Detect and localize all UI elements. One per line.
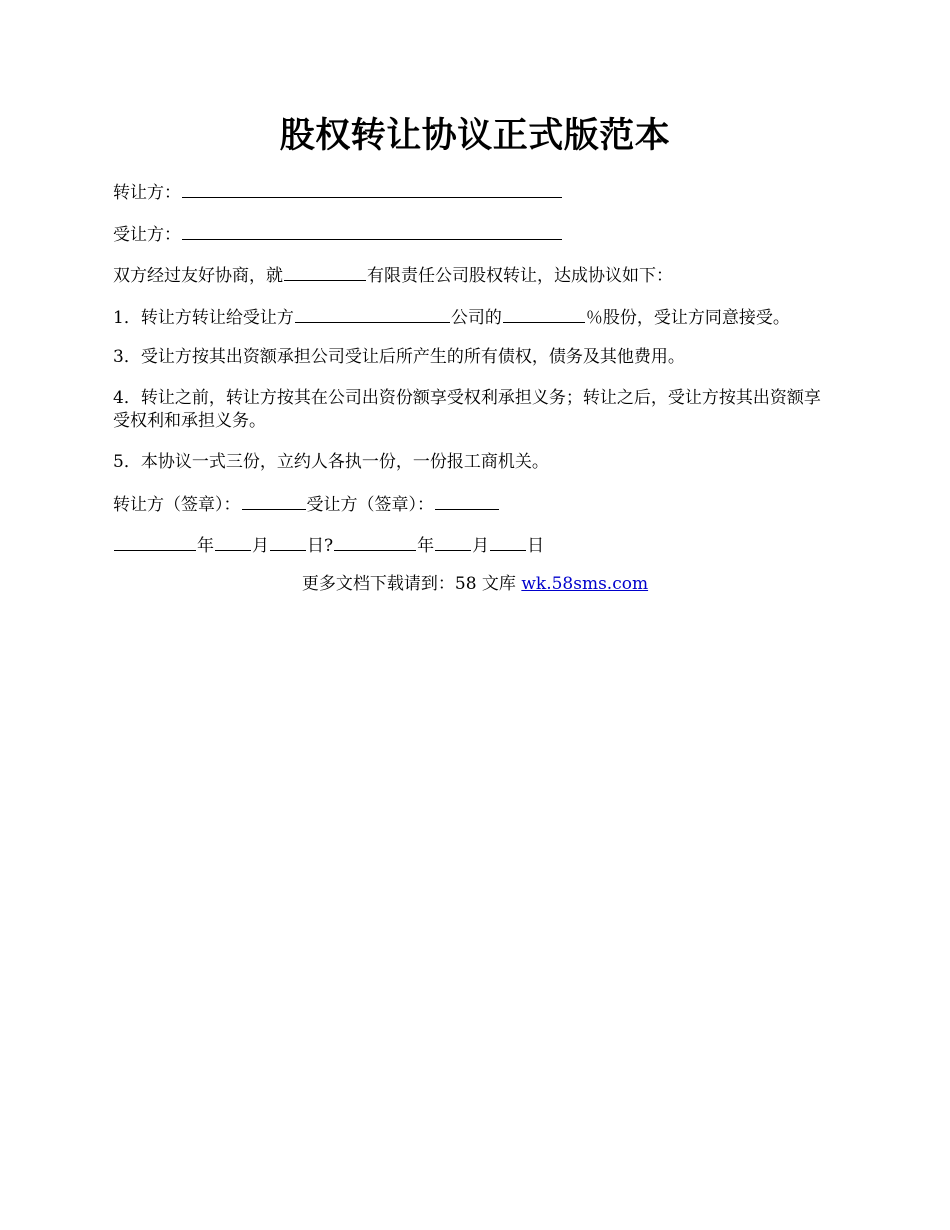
footer-link[interactable]: wk.58sms.com [521, 574, 649, 594]
clause-5: 5．本协议一式三份，立约人各执一份，一份报工商机关。 [113, 452, 549, 472]
footer-text: 更多文档下载请到：58 文库 [301, 574, 522, 594]
intro-text-after: 有限责任公司股权转让，达成协议如下： [367, 266, 673, 286]
clause-1-text-b: 公司的 [450, 308, 502, 328]
transferee-line [113, 222, 838, 247]
month-label-1: 月 [252, 536, 269, 556]
clause-3: 3．受让方按其出资额承担公司受让后所产生的所有债权，债务及其他费用。 [113, 347, 685, 367]
transferor-blank [182, 180, 562, 198]
day-label-1: 日? [307, 536, 334, 556]
day-label-2: 日 [527, 536, 545, 556]
share-percent-blank [503, 305, 585, 323]
clause-4: 4．转让之前，转让方按其在公司出资份额享受权利承担义务；转让之后，受让方按其出资额享受权利和承担义务。 [113, 388, 821, 431]
day-blank-1 [270, 533, 306, 551]
year-blank-2 [334, 533, 416, 551]
transferee-label: 受让方： [113, 225, 181, 245]
clause-1 [113, 305, 838, 330]
year-blank-1 [114, 533, 196, 551]
document-title: 股权转让协议正式版范本 [279, 115, 671, 156]
transferee-signature-blank [435, 492, 499, 510]
month-blank-1 [215, 533, 251, 551]
transferee-signature-label: 受让方（签章）： [306, 495, 434, 515]
transferor-signature-label: 转让方（签章）： [113, 495, 241, 515]
transferor-label: 转让方： [113, 183, 181, 203]
company-name-blank [284, 263, 366, 281]
year-label-2: 年 [417, 536, 435, 556]
signature-line [113, 492, 838, 517]
month-label-2: 月 [472, 536, 490, 556]
clause-1-text-a: 1．转让方转让给受让方 [113, 308, 294, 328]
year-label-1: 年 [197, 536, 214, 556]
intro-paragraph [113, 263, 838, 288]
day-blank-2 [490, 533, 526, 551]
transferor-signature-blank [242, 492, 306, 510]
intro-text-before: 双方经过友好协商，就 [113, 266, 283, 286]
transferor-line [113, 180, 838, 205]
date-line [113, 533, 838, 558]
transferee-blank [182, 222, 562, 240]
footer [0, 573, 950, 596]
transferee-company-blank [295, 305, 450, 323]
month-blank-2 [435, 533, 471, 551]
clause-1-text-c: ％股份，受让方同意接受。 [585, 308, 790, 328]
